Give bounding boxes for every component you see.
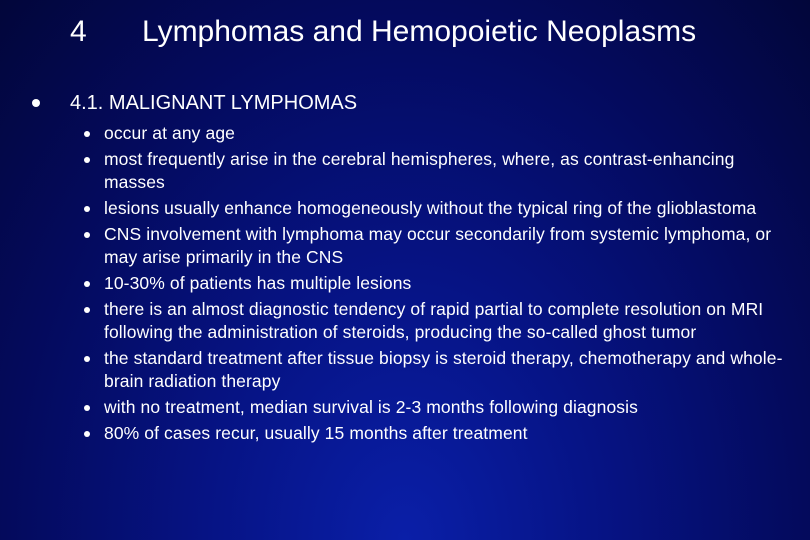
section-heading-text: 4.1. MALIGNANT LYMPHOMAS (70, 92, 358, 114)
list-item (104, 148, 794, 194)
bullet-dot-icon (84, 307, 90, 313)
list-item (104, 272, 794, 295)
section-heading (32, 90, 792, 116)
bullet-dot-icon (84, 431, 90, 437)
bullet-list (32, 122, 792, 445)
list-item (104, 422, 794, 445)
list-item (104, 223, 794, 269)
list-item (104, 122, 794, 145)
list-item-text: there is an almost diagnostic tendency of rapid partial to complete resolution on MRI following the administration of steroids, producing the so-called ghost tumor (104, 299, 764, 342)
slide-title-row (0, 12, 810, 56)
list-item (104, 347, 794, 393)
bullet-dot-icon (84, 281, 90, 287)
list-item-text: 10-30% of patients has multiple lesions (104, 273, 412, 293)
list-item (104, 197, 794, 220)
list-item-text: 80% of cases recur, usually 15 months after treatment (104, 423, 528, 443)
list-item-text: occur at any age (104, 123, 235, 143)
chapter-title: Lymphomas and Hemopoietic Neoplasms (142, 15, 697, 48)
bullet-dot-icon (32, 99, 40, 107)
chapter-number: 4 (70, 15, 87, 48)
bullet-dot-icon (84, 356, 90, 362)
bullet-dot-icon (84, 157, 90, 163)
bullet-dot-icon (84, 405, 90, 411)
list-item-text: most frequently arise in the cerebral hemispheres, where, as contrast-enhancing masses (104, 149, 735, 192)
list-item-text: the standard treatment after tissue biopsy is steroid therapy, chemotherapy and whole-brain radiation therapy (104, 348, 783, 391)
bullet-dot-icon (84, 232, 90, 238)
list-item (104, 396, 794, 419)
section-malignant-lymphomas (32, 90, 792, 448)
list-item-text: with no treatment, median survival is 2-3 months following diagnosis (104, 397, 638, 417)
bullet-dot-icon (84, 206, 90, 212)
list-item-text: CNS involvement with lymphoma may occur secondarily from systemic lymphoma, or may arise primarily in the CNS (104, 224, 772, 267)
list-item (104, 298, 794, 344)
list-item-text: lesions usually enhance homogeneously without the typical ring of the glioblastoma (104, 198, 757, 218)
bullet-dot-icon (84, 131, 90, 137)
